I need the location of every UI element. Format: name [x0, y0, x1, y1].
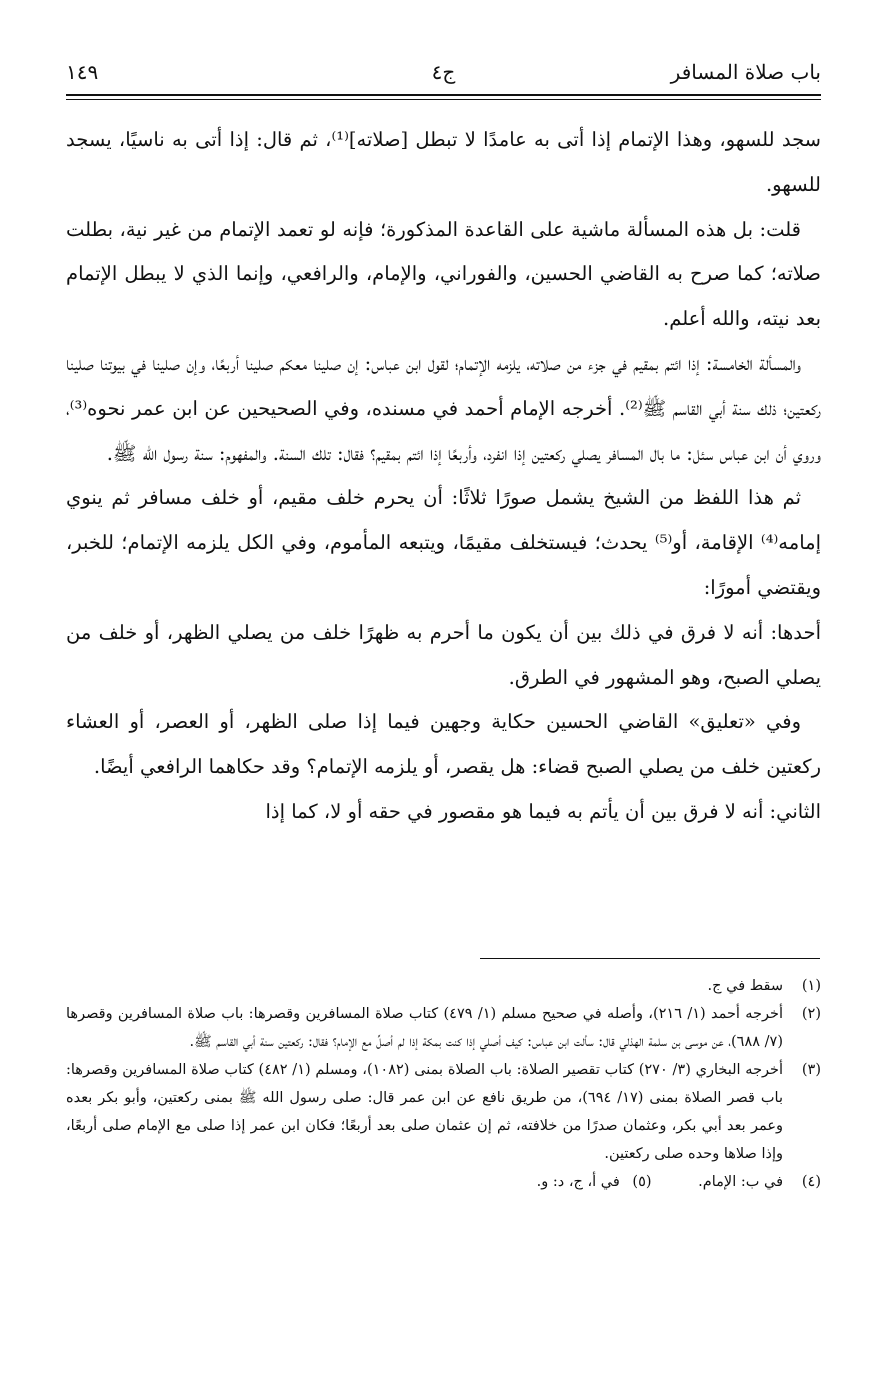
volume-label: ج٤	[431, 60, 456, 84]
page-number: ١٤٩	[66, 60, 99, 84]
header-rule-thin	[66, 99, 821, 100]
footnote-number: (٣)	[801, 1062, 821, 1078]
footnote-text: في ب: الإمام.	[698, 1174, 783, 1190]
paragraph: أحدها: أنه لا فرق في ذلك بين أن يكون ما أحرم به ظهرًا خلف من يصلي الظهر، أو خلف من يصلي الصبح، وهو المشهور في الطرق.	[66, 620, 821, 689]
paragraph: ثم هذا اللفظ من الشيخ يشمل صورًا ثلاثًا: أن يحرم خلف مقيم، أو خلف مسافر ثم ينوي إمامه⁽⁴⁾ الإقامة، أو⁽⁵⁾ يحدث؛ فيستخلف مقيمًا، ويتبعه المأموم، وفي الكل يلزمه الإتمام؛ للخبر، ويقتضي أمورًا:	[66, 486, 822, 599]
paragraph: وفي «تعليق» القاضي الحسين حكاية وجهين فيما إذا صلى الظهر، أو العصر، أو العشاء ركعتين خلف من يصلي الصبح قضاء: هل يقصر، أو يلزمه الإتمام؟ وقد حكاهما الرافعي أيضًا.	[66, 710, 821, 779]
footnote-number: (٤)	[801, 1174, 821, 1190]
footnote-separator	[480, 958, 820, 959]
footnote-number: (٢)	[801, 1006, 821, 1022]
footnote-number: (٥)	[632, 1174, 652, 1190]
footnote	[66, 1000, 821, 1056]
paragraph: والمسألة الخامسة: إذا ائتم بمقيم في جزء من صلاته، يلزمه الإتمام؛ لقول ابن عباس: إن صلينا معكم صلينا أربعًا، وإن صلينا في بيوتنا صلينا ركعتين؛ ذلك سنة أبي القاسم ﷺ⁽²⁾. أخرجه الإمام أحمد في مسنده، وفي الصحيحين عن ابن عمر نحوه⁽³⁾، وروي أن ابن عباس سئل: ما بال المسافر يصلي ركعتين إذا انفرد، وأربعًا إذا ائتم بمقيم؟ فقال: تلك السنة. والمفهوم: سنة رسول الله ﷺ.	[66, 351, 821, 465]
paragraph: سجد للسهو، وهذا الإتمام إذا أتى به عامدًا لا تبطل [صلاته]⁽¹⁾، ثم قال: إذا أتى به ناسيًا، يسجد للسهو.	[66, 128, 821, 196]
footnote-text: في أ، ج، د: و.	[536, 1174, 620, 1190]
running-header	[66, 54, 821, 92]
main-text	[66, 118, 821, 835]
footnote-number: (١)	[801, 978, 821, 994]
header-rule-thick	[66, 94, 821, 96]
footnote	[66, 1056, 821, 1168]
footnotes	[66, 972, 821, 1196]
paragraph: قلت: بل هذه المسألة ماشية على القاعدة المذكورة؛ فإنه لو تعمد الإتمام من غير نية، بطلت صلاته؛ كما صرح به القاضي الحسين، والفوراني، والإمام، والرافعي، وإنما الذي لا يبطل الإتمام بعد نيته، والله أعلم.	[66, 217, 821, 331]
footnote-text: أخرجه البخاري (٣/ ٢٧٠) كتاب تقصير الصلاة: باب الصلاة بمنى (١٠٨٢)، ومسلم (١/ ٤٨٢) كتاب صلاة المسافرين وقصرها: باب قصر الصلاة بمنى (١٧/ ٦٩٤)، من طريق نافع عن ابن عمر قال: صلى رسول الله ﷺ بمنى ركعتين، وأبو بكر بعده وعمر بعد أبي بكر، وعثمان صدرًا من خلافته، ثم إن عثمان صلى بعد أربعًا؛ فكان ابن عمر إذا صلى مع الإمام صلى أربعًا، وإذا صلاها وحده صلى ركعتين.	[66, 1062, 784, 1162]
footnote-text: أخرجه أحمد (١/ ٢١٦)، وأصله في صحيح مسلم (١/ ٤٧٩) كتاب صلاة المسافرين وقصرها: باب صلاة المسافرين وقصرها (٧/ ٦٨٨)، عن موسى بن سلمة الهذلي قال: سألت ابن عباس: كيف أصلي إذا كنت بمكة إذا لم أصلِّ مع الإمام؟ فقال: ركعتين سنة أبي القاسم ﷺ.	[66, 1006, 784, 1050]
chapter-title: باب صلاة المسافر	[670, 60, 821, 84]
footnote-pair	[66, 1168, 821, 1196]
footnote-inline	[537, 1168, 652, 1196]
footnote-text: سقط في ج.	[707, 978, 783, 994]
footnote	[66, 972, 821, 1000]
paragraph: الثاني: أنه لا فرق بين أن يأتم به فيما هو مقصور في حقه أو لا، كما إذا	[265, 799, 821, 823]
